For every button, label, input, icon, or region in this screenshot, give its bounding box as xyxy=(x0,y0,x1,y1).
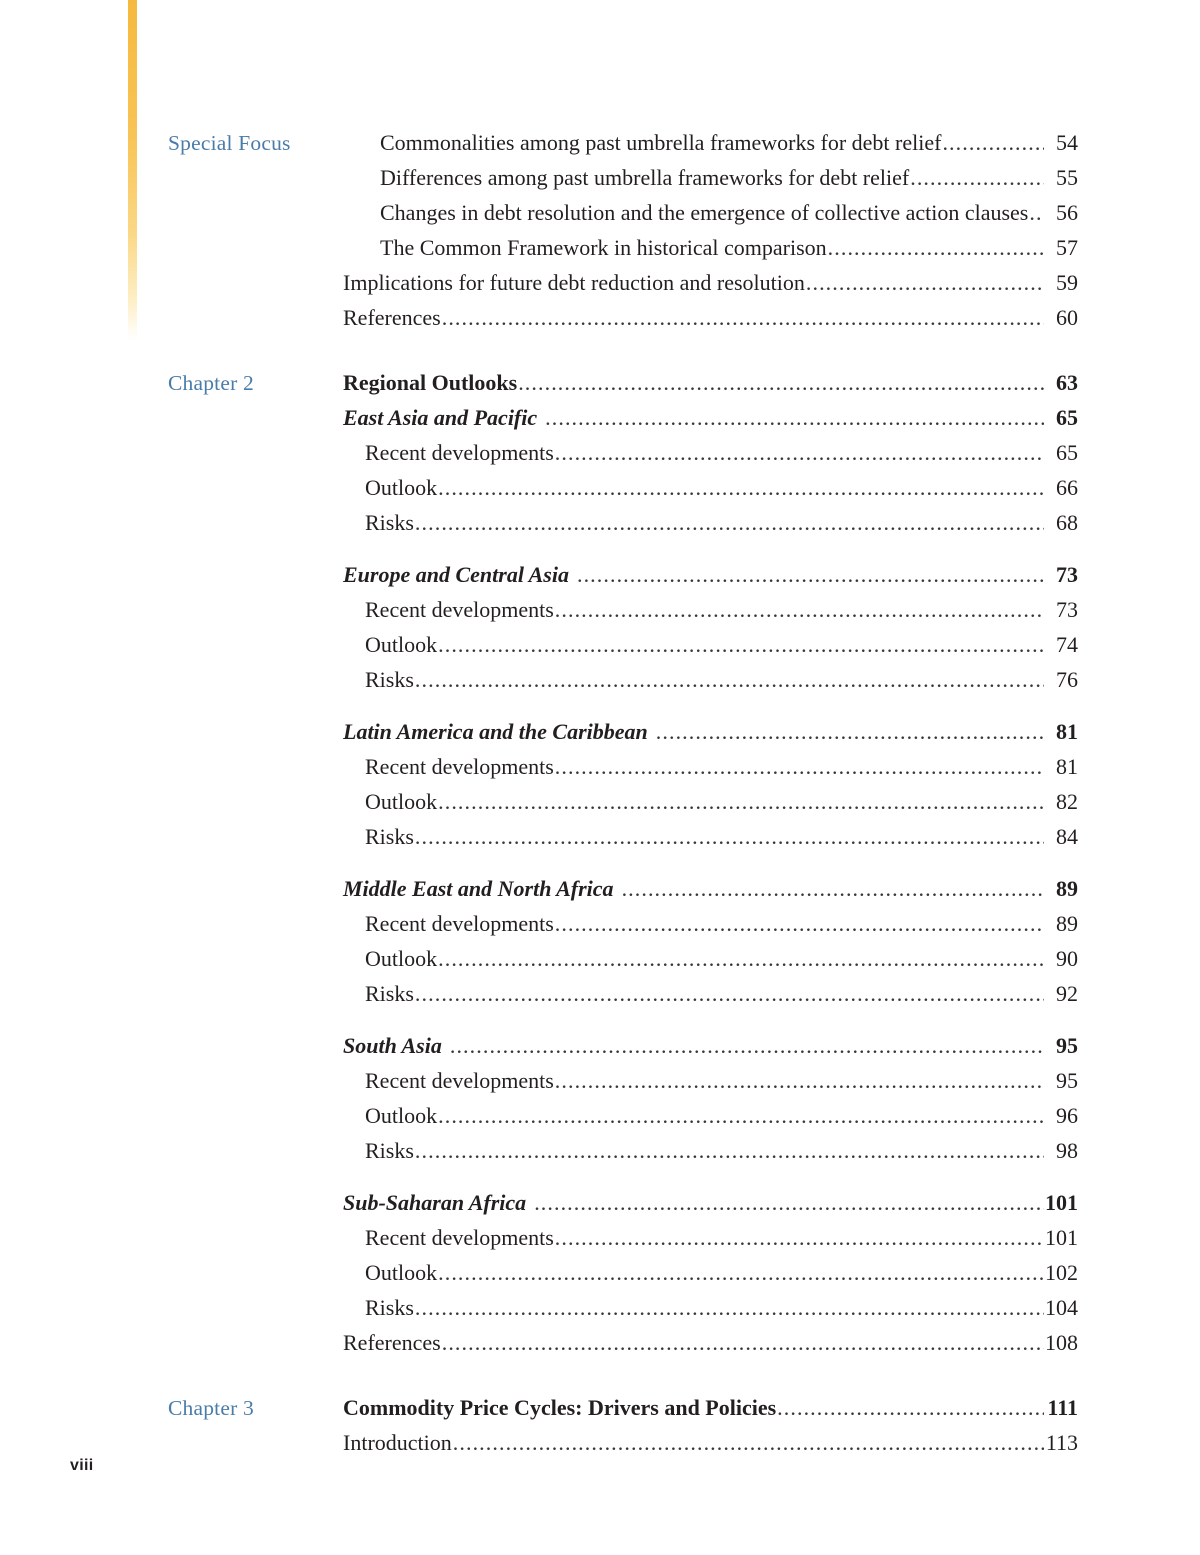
toc-entry-row[interactable] xyxy=(0,1068,1200,1103)
table-of-contents xyxy=(0,130,1200,1465)
dot-leader xyxy=(415,824,1044,846)
toc-entry-title: Outlook xyxy=(365,632,438,657)
dot-leader xyxy=(415,981,1044,1003)
toc-entry-title: Risks xyxy=(365,824,414,849)
toc-entry-row[interactable] xyxy=(0,754,1200,789)
toc-entry-page-number: 54 xyxy=(1056,130,1078,155)
toc-entry-row[interactable] xyxy=(0,667,1200,702)
toc-entry-title: Risks xyxy=(365,667,414,692)
toc-entry-row[interactable] xyxy=(0,562,1200,597)
dot-leader xyxy=(828,235,1044,257)
toc-entry[interactable] xyxy=(365,1068,1078,1094)
toc-entry[interactable] xyxy=(343,719,1078,745)
dot-leader xyxy=(577,562,1044,584)
section-spacer xyxy=(0,1173,1200,1190)
toc-entry[interactable] xyxy=(365,911,1078,937)
toc-entry-row[interactable] xyxy=(0,911,1200,946)
toc-entry-page-number: 60 xyxy=(1056,305,1078,330)
toc-entry-row[interactable] xyxy=(0,1395,1200,1430)
toc-entry-page-number: 81 xyxy=(1056,719,1078,744)
dot-leader xyxy=(555,754,1044,776)
toc-entry-row[interactable] xyxy=(0,235,1200,270)
toc-entry-title: Risks xyxy=(365,1295,414,1320)
toc-entry-page-number: 68 xyxy=(1056,510,1078,535)
toc-entry-page-number: 57 xyxy=(1056,235,1078,260)
toc-entry[interactable] xyxy=(365,597,1078,623)
toc-entry[interactable] xyxy=(380,235,1078,261)
toc-entry[interactable] xyxy=(365,475,1078,501)
toc-entry-page-number: 55 xyxy=(1056,165,1078,190)
toc-entry-title: Changes in debt resolution and the emergence of collective action clauses xyxy=(380,200,1029,225)
section-spacer xyxy=(0,702,1200,719)
toc-entry-row[interactable] xyxy=(0,876,1200,911)
toc-entry-title: South Asia xyxy=(343,1033,442,1058)
toc-entry-row[interactable] xyxy=(0,370,1200,405)
toc-entry-row[interactable] xyxy=(0,1103,1200,1138)
toc-entry-page-number: 59 xyxy=(1056,270,1078,295)
dot-leader xyxy=(518,370,1044,392)
section-spacer xyxy=(0,859,1200,876)
toc-entry[interactable] xyxy=(343,405,1078,431)
dot-leader xyxy=(442,1330,1044,1352)
toc-entry-row[interactable] xyxy=(0,475,1200,510)
toc-entry-page-number: 81 xyxy=(1056,754,1078,779)
toc-entry[interactable] xyxy=(365,1138,1078,1164)
toc-entry-row[interactable] xyxy=(0,824,1200,859)
toc-entry-row[interactable] xyxy=(0,946,1200,981)
toc-entry-page-number: 101 xyxy=(1045,1190,1078,1215)
toc-entry[interactable] xyxy=(343,370,1078,396)
toc-entry[interactable] xyxy=(365,824,1078,850)
toc-entry-row[interactable] xyxy=(0,405,1200,440)
section-spacer xyxy=(0,545,1200,562)
toc-entry[interactable] xyxy=(380,200,1078,226)
toc-entry[interactable] xyxy=(365,1260,1078,1286)
dot-leader xyxy=(1029,200,1044,222)
toc-entry-title: Europe and Central Asia xyxy=(343,562,569,587)
toc-entry-page-number: 63 xyxy=(1056,370,1078,395)
toc-entry-row[interactable] xyxy=(0,789,1200,824)
chapter-label: Chapter 3 xyxy=(168,1396,254,1420)
dot-leader xyxy=(545,405,1044,427)
toc-entry-title: Outlook xyxy=(365,789,438,814)
toc-entry-page-number: 89 xyxy=(1056,876,1078,901)
toc-entry[interactable] xyxy=(365,754,1078,780)
toc-entry-title: Commodity Price Cycles: Drivers and Policies xyxy=(343,1395,777,1420)
toc-entry-page-number: 95 xyxy=(1056,1068,1078,1093)
toc-entry-row[interactable] xyxy=(0,510,1200,545)
dot-leader xyxy=(806,270,1044,292)
toc-entry-title: Risks xyxy=(365,510,414,535)
toc-entry-title: Sub-Saharan Africa xyxy=(343,1190,527,1215)
toc-entry-title: Outlook xyxy=(365,475,438,500)
toc-entry-page-number: 101 xyxy=(1045,1225,1078,1250)
toc-entry-page-number: 65 xyxy=(1056,440,1078,465)
dot-leader xyxy=(415,667,1044,689)
toc-entry-row[interactable] xyxy=(0,632,1200,667)
dot-leader xyxy=(438,632,1044,654)
page-folio-number: viii xyxy=(70,1457,94,1474)
dot-leader xyxy=(438,1260,1044,1282)
toc-entry[interactable] xyxy=(365,981,1078,1007)
toc-entry-title: Recent developments xyxy=(365,1068,554,1093)
dot-leader xyxy=(555,440,1044,462)
dot-leader xyxy=(942,130,1044,152)
toc-entry[interactable] xyxy=(343,562,1078,588)
toc-entry-title: Differences among past umbrella frameworks for debt relief xyxy=(380,165,910,190)
toc-entry-row[interactable] xyxy=(0,1138,1200,1173)
toc-entry-page-number: 65 xyxy=(1056,405,1078,430)
dot-leader xyxy=(910,165,1044,187)
toc-entry-title: Middle East and North Africa xyxy=(343,876,614,901)
toc-entry-title: Recent developments xyxy=(365,754,554,779)
toc-entry-page-number: 76 xyxy=(1056,667,1078,692)
toc-entry-row[interactable] xyxy=(0,981,1200,1016)
toc-entry[interactable] xyxy=(380,130,1078,156)
toc-entry-row[interactable] xyxy=(0,305,1200,340)
toc-entry-title: Introduction xyxy=(343,1430,452,1455)
toc-entry-title: Recent developments xyxy=(365,597,554,622)
toc-entry-page-number: 73 xyxy=(1056,562,1078,587)
toc-entry-row[interactable] xyxy=(0,1190,1200,1225)
dot-leader xyxy=(438,1103,1044,1125)
toc-entry-title: The Common Framework in historical comparison xyxy=(380,235,827,260)
toc-entry[interactable] xyxy=(343,1430,1078,1456)
toc-entry-title: Outlook xyxy=(365,1260,438,1285)
chapter-label: Special Focus xyxy=(168,131,291,155)
dot-leader xyxy=(555,911,1044,933)
toc-entry-page-number: 82 xyxy=(1056,789,1078,814)
toc-entry-page-number: 96 xyxy=(1056,1103,1078,1128)
dot-leader xyxy=(438,946,1044,968)
toc-entry-title: East Asia and Pacific xyxy=(343,405,538,430)
toc-entry-page-number: 95 xyxy=(1056,1033,1078,1058)
toc-entry-row[interactable] xyxy=(0,1033,1200,1068)
toc-entry[interactable] xyxy=(365,440,1078,466)
toc-entry-page-number: 113 xyxy=(1045,1430,1078,1455)
toc-entry[interactable] xyxy=(343,270,1078,296)
toc-entry-row[interactable] xyxy=(0,597,1200,632)
dot-leader xyxy=(438,475,1044,497)
toc-entry-title: Risks xyxy=(365,981,414,1006)
toc-entry[interactable] xyxy=(343,1330,1078,1356)
toc-entry-title: Recent developments xyxy=(365,440,554,465)
toc-entry-title: Outlook xyxy=(365,1103,438,1128)
toc-entry-row[interactable] xyxy=(0,440,1200,475)
dot-leader xyxy=(415,1295,1044,1317)
toc-entry[interactable] xyxy=(365,632,1078,658)
toc-entry-page-number: 56 xyxy=(1056,200,1078,225)
toc-entry[interactable] xyxy=(343,1395,1078,1421)
toc-entry-page-number: 111 xyxy=(1047,1395,1078,1420)
toc-entry-row[interactable] xyxy=(0,1295,1200,1330)
toc-entry-row[interactable] xyxy=(0,200,1200,235)
toc-entry-page-number: 66 xyxy=(1056,475,1078,500)
dot-leader xyxy=(777,1395,1044,1417)
toc-entry[interactable] xyxy=(365,667,1078,693)
dot-leader xyxy=(534,1190,1044,1212)
toc-entry-title: Risks xyxy=(365,1138,414,1163)
toc-entry-page-number: 104 xyxy=(1045,1295,1078,1320)
toc-entry-title: Regional Outlooks xyxy=(343,370,518,395)
toc-entry-title: Implications for future debt reduction and resolution xyxy=(343,270,805,295)
dot-leader xyxy=(442,305,1044,327)
dot-leader xyxy=(555,597,1044,619)
toc-entry-title: References xyxy=(343,1330,441,1355)
toc-entry-title: Outlook xyxy=(365,946,438,971)
toc-entry[interactable] xyxy=(343,1033,1078,1059)
dot-leader xyxy=(415,1138,1044,1160)
toc-entry-title: Recent developments xyxy=(365,911,554,936)
chapter-label: Chapter 2 xyxy=(168,371,254,395)
toc-entry[interactable] xyxy=(365,789,1078,815)
toc-entry[interactable] xyxy=(365,1295,1078,1321)
toc-entry-page-number: 90 xyxy=(1056,946,1078,971)
toc-entry-row[interactable] xyxy=(0,165,1200,200)
toc-entry[interactable] xyxy=(343,876,1078,902)
dot-leader xyxy=(450,1033,1044,1055)
toc-entry[interactable] xyxy=(365,1225,1078,1251)
toc-entry-page-number: 108 xyxy=(1045,1330,1078,1355)
group-spacer xyxy=(0,1365,1200,1395)
toc-entry-row[interactable] xyxy=(0,1330,1200,1365)
toc-entry-page-number: 74 xyxy=(1056,632,1078,657)
dot-leader xyxy=(415,510,1044,532)
toc-entry-page-number: 84 xyxy=(1056,824,1078,849)
dot-leader xyxy=(555,1225,1044,1247)
toc-entry-row[interactable] xyxy=(0,1260,1200,1295)
toc-entry[interactable] xyxy=(343,305,1078,331)
toc-entry-row[interactable] xyxy=(0,1430,1200,1465)
toc-entry-title: Recent developments xyxy=(365,1225,554,1250)
toc-entry-title: Commonalities among past umbrella frameworks for debt relief xyxy=(380,130,942,155)
dot-leader xyxy=(555,1068,1044,1090)
toc-entry-page-number: 92 xyxy=(1056,981,1078,1006)
dot-leader xyxy=(453,1430,1044,1452)
dot-leader xyxy=(622,876,1044,898)
section-spacer xyxy=(0,1016,1200,1033)
toc-entry-row[interactable] xyxy=(0,270,1200,305)
toc-entry-row[interactable] xyxy=(0,130,1200,165)
toc-entry-row[interactable] xyxy=(0,719,1200,754)
toc-entry-title: Latin America and the Caribbean xyxy=(343,719,648,744)
toc-entry[interactable] xyxy=(365,1103,1078,1129)
toc-entry-page-number: 89 xyxy=(1056,911,1078,936)
toc-entry-page-number: 73 xyxy=(1056,597,1078,622)
toc-entry-page-number: 98 xyxy=(1056,1138,1078,1163)
group-spacer xyxy=(0,340,1200,370)
toc-entry-page-number: 102 xyxy=(1045,1260,1078,1285)
toc-entry[interactable] xyxy=(365,946,1078,972)
dot-leader xyxy=(438,789,1044,811)
toc-entry[interactable] xyxy=(365,510,1078,536)
toc-entry[interactable] xyxy=(380,165,1078,191)
toc-entry[interactable] xyxy=(343,1190,1078,1216)
toc-entry-row[interactable] xyxy=(0,1225,1200,1260)
toc-entry-title: References xyxy=(343,305,441,330)
dot-leader xyxy=(656,719,1044,741)
